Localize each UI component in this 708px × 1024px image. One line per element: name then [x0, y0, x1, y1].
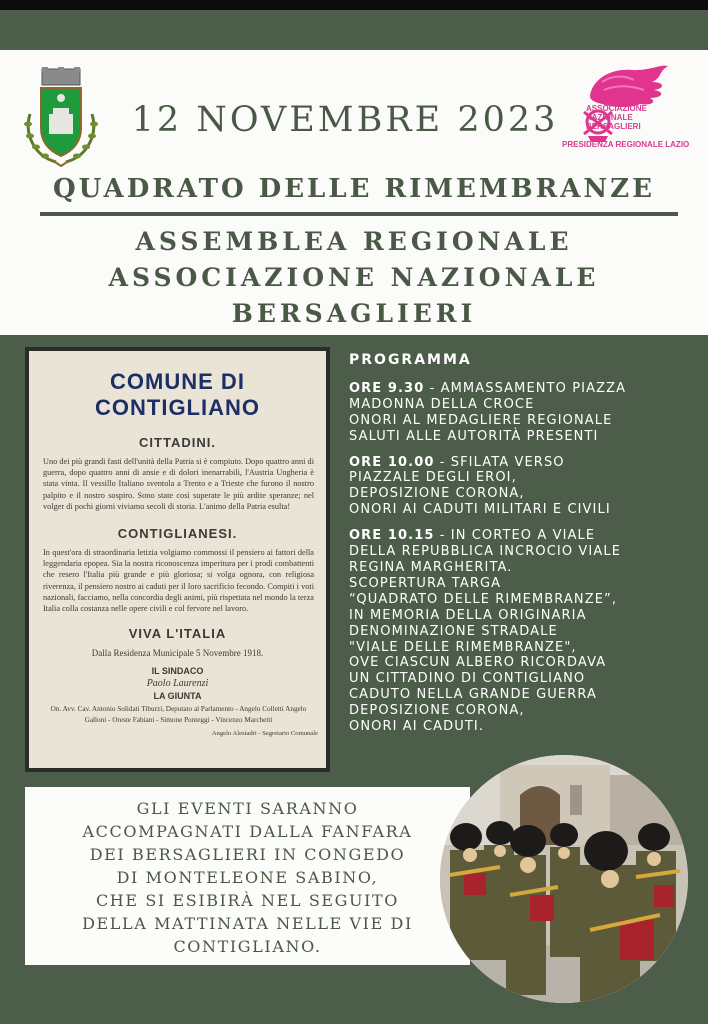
historic-poster — [25, 347, 330, 772]
programma-item — [349, 528, 699, 735]
programma-line: SCOPERTURA TARGA — [349, 575, 502, 591]
poster-heading: CONTIGLIANESI. — [117, 526, 238, 542]
programma-line: OVE CIASCUN ALBERO RICORDAVA — [349, 655, 607, 671]
poster-members: On. Avv. Cav. Antonio Solidati Tiburzi, Deputato al Parlamento - Angelo Colletti Angelo Galloni - Oreste Fabiani - Simone Ponteggi - Vincenzo Marchetti — [50, 705, 307, 725]
programma-item — [349, 455, 699, 519]
programma-line: CADUTO NELLA GRANDE GUERRA — [349, 687, 597, 703]
poster-giunta: LA GIUNTA — [153, 691, 202, 702]
programma-line: ONORI AL MEDAGLIERE REGIONALE — [349, 412, 613, 428]
logo-line: BERSAGLIERI — [586, 122, 641, 131]
title-divider — [40, 212, 678, 216]
event-date: 12 NOVEMBRE 2023 — [131, 100, 559, 140]
events-text — [25, 797, 470, 958]
subtitle-line: BERSAGLIERI — [231, 299, 477, 328]
programma-line: ONORI AI CADUTI MILITARI E CIVILI — [349, 502, 611, 518]
events-line: DEI BERSAGLIERI IN CONGEDO — [89, 845, 406, 864]
poster-heading: CITTADINI. — [139, 435, 216, 450]
programma-line: MADONNA DELLA CROCE — [349, 396, 535, 412]
poster-paragraph: Uno dei più grandi fasti dell'unità della Patria si è compiuto. Dopo quattro anni di guerra, dopo quattro anni di ansie e di dolori inenarrabili, l'Austria Ungheria è stata vinta. Il vessillo Italiano sventola a Trento e a Trieste che furono il nostro palpito e il nostro sospiro. Sono state così superate le più ardite speranze; nel volger di pochi giorni viviamo secoli di storia. L'animo della Patria esulta! — [43, 457, 314, 511]
poster-secretary: Angelo Alesiadri - Segretario Comunale — [211, 730, 318, 738]
programma-line: DELLA REPUBBLICA INCROCIO VIALE — [349, 544, 622, 560]
events-line: DI MONTELEONE SABINO, — [116, 868, 379, 887]
programma-line: DEPOSIZIONE CORONA, — [349, 486, 525, 502]
programma-line: - AMMASSAMENTO PIAZZA — [424, 380, 627, 396]
logo-subtitle: PRESIDENZA REGIONALE LAZIO — [562, 140, 690, 149]
poster-title: COMUNE DI CONTIGLIANO — [95, 369, 260, 420]
programma-line: SALUTI ALLE AUTORITÀ PRESENTI — [349, 428, 599, 444]
page-title: QUADRATO DELLE RIMEMBRANZE — [53, 174, 655, 204]
programma-time: ORE 10.15 — [349, 528, 435, 544]
events-line: ACCOMPAGNATI DALLA FANFARA — [82, 822, 413, 841]
programma-line: "VIALE DELLE RIMEMBRANZE", — [349, 639, 577, 655]
events-line: CHE SI ESIBIRÀ NEL SEGUITO — [95, 891, 400, 910]
poster-sindaco-name: Paolo Laurenzi — [146, 678, 209, 690]
events-panel — [25, 787, 470, 965]
municipal-crest-icon — [22, 64, 100, 168]
subtitle-line: ASSOCIAZIONE NAZIONALE — [108, 263, 600, 292]
programma-line: - IN CORTEO A VIALE — [434, 528, 596, 544]
fanfara-photo — [440, 755, 688, 1003]
programma-line: UN CITTADINO DI CONTIGLIANO — [349, 671, 586, 687]
logo-text — [586, 104, 696, 131]
logo-line: NAZIONALE — [586, 113, 633, 122]
events-line: GLI EVENTI SARANNO — [136, 799, 359, 818]
page-subtitle — [20, 224, 688, 332]
programma-item — [349, 381, 699, 445]
programma-line: “QUADRATO DELLE RIMEMBRANZE”, — [349, 591, 618, 607]
programma-line: PIAZZALE DEGLI EROI, — [349, 470, 517, 486]
top-border — [0, 0, 708, 10]
programma-line: DENOMINAZIONE STRADALE — [349, 623, 558, 639]
programma-section — [349, 353, 699, 745]
poster-date: Dalla Residenza Municipale 5 Novembre 1918. — [91, 648, 264, 659]
poster-paragraph: In quest'ora di straordinaria letizia volgiamo commossi il pensiero ai fattori della leggendaria epopea. Sia la nostra riconoscenza imperitura per i prodi combattenti che resero l'Italia più grande e più gloriosa; si volga ognora, con religiosa riverenza, il pensiero nostro ai caduti per il loro sacrificio fecondo. Compiti i voti nazionali, facciamo, nella concordia degli animi, più rispettata nel mondo la terza Italia colla costanza nelle opere civili e col fervore nel lavoro. — [43, 548, 314, 614]
events-line: DELLA MATTINATA NELLE VIE DI — [82, 914, 413, 933]
fanfara-photo-illustration — [440, 755, 688, 1003]
programma-heading: PROGRAMMA — [349, 352, 472, 368]
subtitle-line: ASSEMBLEA REGIONALE — [135, 227, 573, 256]
events-line: CONTIGLIANO. — [173, 937, 322, 956]
poster-slogan: VIVA L'ITALIA — [128, 626, 227, 642]
programma-time: ORE 9.30 — [349, 380, 425, 396]
programma-line: REGINA MARGHERITA. — [349, 559, 513, 575]
programma-time: ORE 10.00 — [349, 454, 435, 470]
logo-line: ASSOCIAZIONE — [586, 104, 647, 113]
programma-line: IN MEMORIA DELLA ORIGINARIA — [349, 607, 587, 623]
programma-line: - SFILATA VERSO — [434, 454, 565, 470]
programma-line: ONORI AI CADUTI. — [349, 719, 485, 735]
poster-sindaco: IL SINDACO — [151, 666, 204, 677]
programma-line: DEPOSIZIONE CORONA, — [349, 703, 525, 719]
